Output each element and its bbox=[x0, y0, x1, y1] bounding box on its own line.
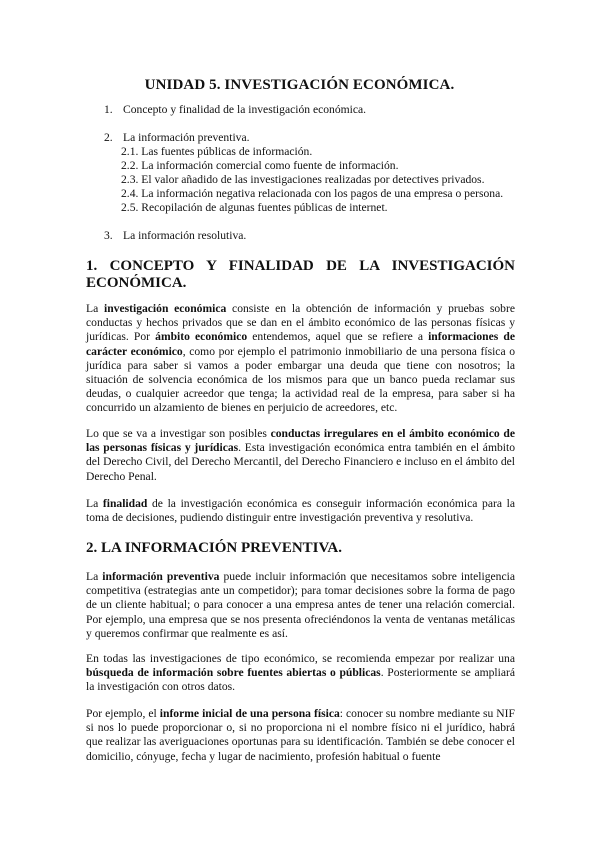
toc-item-number: 3. bbox=[104, 229, 113, 242]
section-1-heading-line-2: ECONÓMICA. bbox=[86, 275, 187, 291]
toc-subitem: 2.3. El valor añadido de las investigaciones realizadas por detectives privados. bbox=[121, 173, 485, 186]
bold-term: informaciones de carácter económico bbox=[86, 330, 515, 358]
bold-term: búsqueda de información sobre fuentes abiertas o públicas bbox=[86, 666, 381, 680]
document-title: UNIDAD 5. INVESTIGACIÓN ECONÓMICA. bbox=[144, 77, 455, 93]
toc-item-text: La información preventiva. bbox=[123, 131, 250, 144]
bold-term: conductas irregulares en el ámbito económico de las personas físicas y jurídicas bbox=[86, 427, 515, 455]
section-1-paragraph-2 bbox=[86, 427, 515, 484]
section-1-heading bbox=[86, 257, 515, 292]
text-run: puede incluir información que necesitamos sobre inteligencia competitiva (estrategias ante un competidor); para tomar decisiones sobre la forma de pago de un cliente habitual; o para conocer a una empresa antes de tener una relación comercial. Por ejemplo, una empresa que se nos presenta ofreciéndonos la venta de ventanas metálicas y queremos confirmar que realmente es así. bbox=[86, 570, 515, 640]
text-run: La bbox=[86, 497, 103, 510]
toc-item-text: Concepto y finalidad de la investigación económica. bbox=[123, 103, 367, 116]
text-run: consiste en la obtención de información y pruebas sobre conductas y hechos privados que se dan en el ámbito económico de las personas físicas y jurídicas. Por bbox=[86, 302, 515, 344]
toc-subitem: 2.5. Recopilación de algunas fuentes públicas de internet. bbox=[121, 201, 388, 214]
bold-term: información preventiva bbox=[102, 570, 220, 583]
toc-subitem: 2.1. Las fuentes públicas de información. bbox=[121, 145, 313, 158]
section-2-paragraph-1 bbox=[86, 570, 515, 641]
bold-term: investigación económica bbox=[103, 302, 227, 315]
text-run: : conocer su nombre mediante su NIF si nos lo puede proporcionar o, si no proporciona ni el nombre físico ni el jurídico, habrá que realizar las averiguaciones oportunas para su identificación. También se debe conocer el domicilio, cónyuge, fecha y lugar de nacimiento, profesión habitual o fuente bbox=[86, 707, 515, 763]
toc-item-1 bbox=[104, 103, 366, 116]
section-2-heading: 2. LA INFORMACIÓN PREVENTIVA. bbox=[86, 540, 342, 556]
text-run: Por ejemplo, el bbox=[86, 707, 160, 720]
toc-subitem: 2.2. La información comercial como fuente de información. bbox=[121, 159, 399, 172]
toc-subitem: 2.4. La información negativa relacionada con los pagos de una empresa o persona. bbox=[121, 187, 504, 200]
toc-item-number: 1. bbox=[104, 103, 113, 116]
text-run: Lo que se va a investigar son posibles bbox=[86, 427, 271, 440]
toc-item-3 bbox=[104, 229, 246, 242]
section-1-paragraph-3 bbox=[86, 497, 515, 525]
text-run: de la investigación económica es conseguir información económica para la toma de decisiones, pudiendo distinguir entre investigación preventiva y resolutiva. bbox=[86, 497, 515, 525]
text-run: En todas las investigaciones de tipo económico, se recomienda empezar por realizar una bbox=[86, 652, 515, 665]
section-1-heading-line-1: 1. CONCEPTO Y FINALIDAD DE LA INVESTIGACIÓN bbox=[86, 258, 515, 274]
section-2-paragraph-2 bbox=[86, 652, 515, 695]
section-2-paragraph-3 bbox=[86, 707, 515, 764]
text-run: , como por ejemplo el patrimonio inmobiliario de una persona física o jurídica para saber si vamos a poder embargar una deuda que tiene con nosotros; la situación de solvencia económica de los mismos para que un banco pueda reclamar sus deudas, o cualquier acreedor que tenga; la actividad real de la empresa, para saber si ha concurrido un alzamiento de bienes en perjuicio de acreedores, etc. bbox=[86, 344, 515, 415]
text-run: . Posteriormente se ampliará la investigación con otros datos. bbox=[86, 666, 515, 694]
text-run: La bbox=[86, 570, 103, 583]
toc-item-number: 2. bbox=[104, 131, 113, 144]
toc-item-2 bbox=[104, 131, 250, 144]
bold-term: finalidad bbox=[102, 497, 148, 510]
toc-item-text: La información resolutiva. bbox=[123, 229, 247, 242]
text-run: La bbox=[86, 302, 104, 315]
section-1-paragraph-1 bbox=[86, 302, 515, 416]
text-run: entendemos, aquel que se refiere a bbox=[247, 330, 429, 344]
bold-term: informe inicial de una persona física bbox=[159, 707, 340, 720]
text-run: . Esta investigación económica entra también en el ámbito del Derecho Civil, del Derecho Mercantil, del Derecho Financiero e incluso en el ámbito del Derecho Penal. bbox=[86, 441, 516, 483]
bold-term: ámbito económico bbox=[155, 330, 248, 344]
